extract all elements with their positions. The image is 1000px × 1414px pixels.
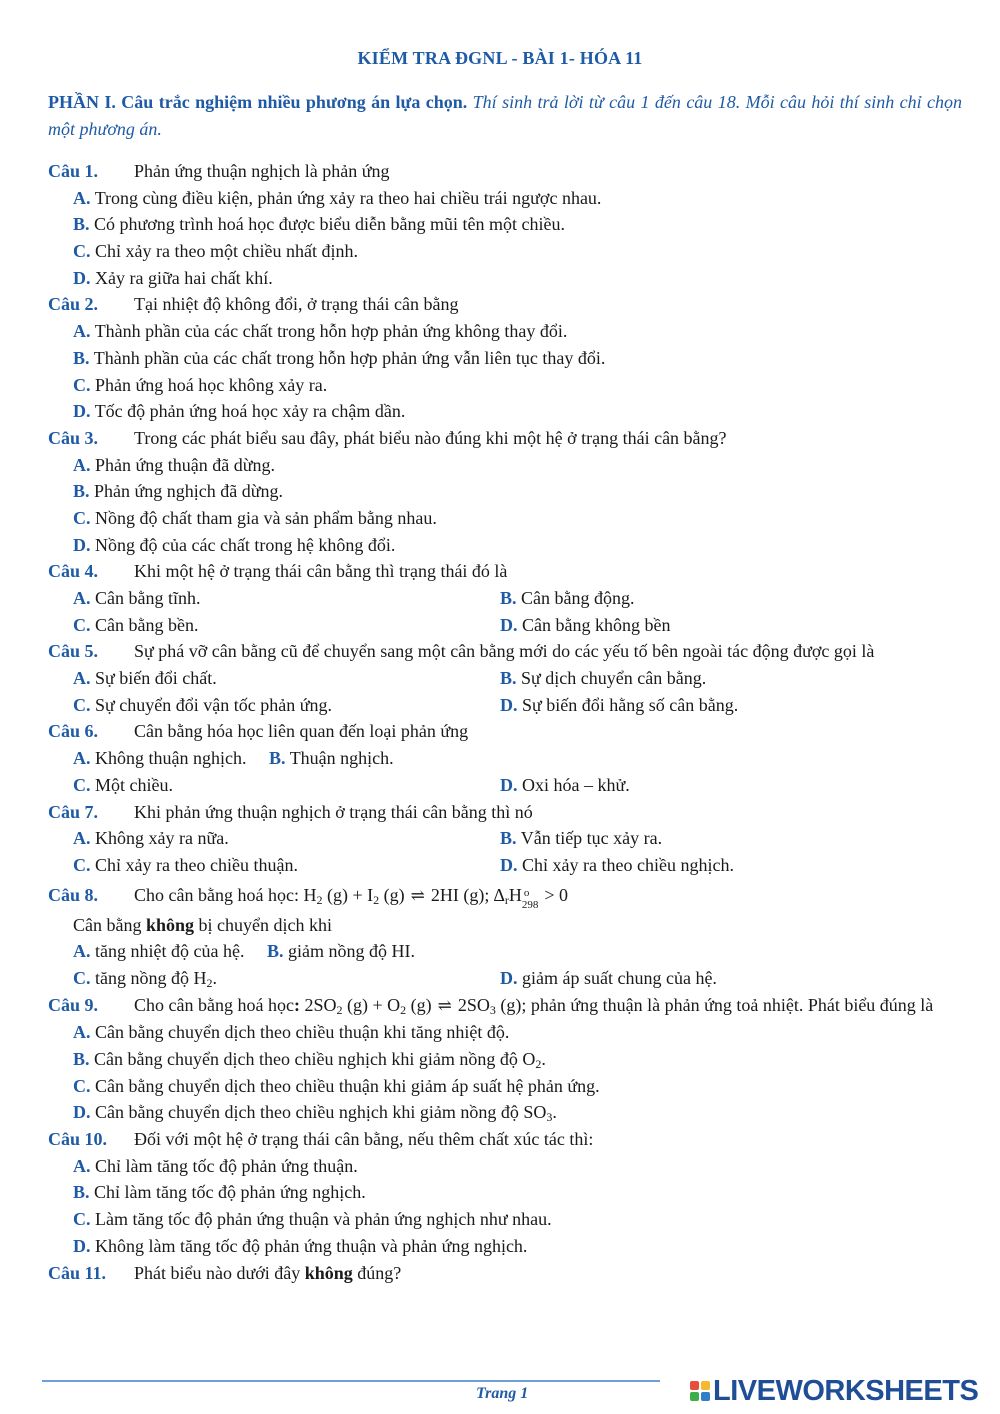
question-1 (48, 158, 962, 185)
option-8d[interactable]: D. giảm áp suất chung của hệ. (500, 967, 717, 988)
question-4 (48, 558, 962, 585)
option-10d[interactable]: D. Không làm tăng tốc độ phản ứng thuận và phản ứng nghịch. (73, 1235, 528, 1256)
option-6b[interactable]: B. Thuận nghịch. (268, 748, 394, 769)
question-number: Câu 8. (48, 884, 99, 905)
option-7d[interactable]: D. Chỉ xảy ra theo chiều nghịch. (500, 854, 734, 875)
question-text: Phát biểu nào dưới đây không đúng? (134, 1262, 402, 1283)
page-title: KIỂM TRA ĐGNL - BÀI 1- HÓA 11 (357, 48, 643, 68)
option-2b[interactable]: B. Thành phần của các chất trong hỗn hợp phản ứng vẫn liên tục thay đổi. (73, 347, 606, 368)
question-text: Khi phản ứng thuận nghịch ở trạng thái cân bằng thì nó (134, 801, 533, 822)
option-row-4cd (48, 612, 962, 639)
question-3 (48, 425, 962, 452)
question-number: Câu 7. (48, 801, 99, 822)
question-number: Câu 9. (48, 994, 99, 1015)
footer-divider (42, 1380, 660, 1382)
option-5d[interactable]: D. Sự biến đổi hằng số cân bằng. (500, 694, 739, 715)
option-7c[interactable]: C. Chỉ xảy ra theo chiều thuận. (73, 854, 298, 875)
option-row-7cd (48, 852, 962, 879)
option-2a[interactable]: A. Thành phần của các chất trong hỗn hợp phản ứng không thay đổi. (73, 321, 568, 342)
option-7a[interactable]: A. Không xảy ra nữa. (73, 828, 229, 849)
question-7 (48, 799, 962, 826)
option-row-6cd (48, 772, 962, 799)
option-4a[interactable]: A. Cân bằng tĩnh. (73, 588, 201, 608)
option-6c[interactable]: C. Một chiều. (73, 774, 173, 795)
option-5b[interactable]: B. Sự dịch chuyển cân bằng. (500, 668, 707, 689)
option-1a[interactable]: A. Trong cùng điều kiện, phản ứng xảy ra theo hai chiều trái ngược nhau. (73, 187, 602, 208)
option-10a[interactable]: A. Chỉ làm tăng tốc độ phản ứng thuận. (73, 1155, 358, 1176)
option-row-5ab (48, 665, 962, 692)
question-9 (48, 992, 962, 1020)
section-intro (48, 89, 962, 143)
question-number: Câu 5. (48, 641, 99, 662)
page-number: Trang 1 (476, 1385, 529, 1402)
question-text: Cho cân bằng hoá học: $2SO_2$ $(g) + O_2$ (g) ⇌ $2SO_3$ (g); phản ứng thuận là phản ứng toả nhiệt. Phát biểu đúng là (134, 995, 933, 1015)
equilibrium-arrow-icon: ⇌ (410, 885, 425, 905)
question-text: Cân bằng hóa học liên quan đến loại phản ứng (134, 721, 469, 742)
option-3b[interactable]: B. Phản ứng nghịch đã dừng. (73, 481, 284, 502)
logo-text: LIVEWORKSHEETS (713, 1374, 979, 1407)
option-10c[interactable]: C. Làm tăng tốc độ phản ứng thuận và phản ứng nghịch như nhau. (73, 1209, 552, 1230)
option-row-6ab (48, 745, 962, 772)
question-number: Câu 6. (48, 721, 99, 742)
option-4d[interactable]: D. Cân bằng không bền (500, 614, 671, 635)
question-text: Sự phá vỡ cân bằng cũ để chuyển sang một cân bằng mới do các yếu tố bên ngoài tác động được gọi là (134, 641, 875, 662)
logo-squares-icon (690, 1381, 710, 1401)
option-8a[interactable]: A. tăng nhiệt độ của hệ. (73, 941, 245, 962)
question-text: Khi một hệ ở trạng thái cân bằng thì trạng thái đó là (134, 561, 508, 582)
option-9c[interactable]: C. Cân bằng chuyển dịch theo chiều thuận khi giảm áp suất hệ phản ứng. (73, 1075, 600, 1096)
question-list (48, 158, 962, 1286)
question-11 (48, 1260, 962, 1287)
option-3d[interactable]: D. Nồng độ của các chất trong hệ không đổi. (73, 534, 396, 555)
option-8c[interactable]: C. tăng nồng độ $H_2$. (73, 967, 217, 990)
question-text: Trong các phát biểu sau đây, phát biểu nào đúng khi một hệ ở trạng thái cân bằng? (134, 427, 727, 448)
option-row-7ab (48, 825, 962, 852)
option-row-8cd (48, 965, 962, 992)
option-row-8ab (48, 938, 962, 965)
option-3c[interactable]: C. Nồng độ chất tham gia và sản phẩm bằng nhau. (73, 507, 437, 528)
question-text: Đối với một hệ ở trạng thái cân bằng, nếu thêm chất xúc tác thì: (134, 1129, 594, 1150)
option-4c[interactable]: C. Cân bằng bền. (73, 614, 199, 635)
equilibrium-arrow-icon: ⇌ (437, 995, 452, 1015)
option-1c[interactable]: C. Chỉ xảy ra theo một chiều nhất định. (73, 241, 358, 262)
option-2c[interactable]: C. Phản ứng hoá học không xảy ra. (73, 374, 328, 395)
option-6d[interactable]: D. Oxi hóa – khử. (500, 774, 630, 795)
question-10 (48, 1126, 962, 1153)
liveworksheets-logo[interactable] (690, 1374, 978, 1408)
option-9b[interactable]: B. Cân bằng chuyển dịch theo chiều nghịch khi giảm nồng độ $O_2$. (73, 1049, 546, 1072)
option-3a[interactable]: A. Phản ứng thuận đã dừng. (73, 454, 275, 475)
option-2d[interactable]: D. Tốc độ phản ứng hoá học xảy ra chậm dần. (73, 401, 406, 422)
question-8 (48, 879, 962, 912)
question-6 (48, 718, 962, 745)
option-1b[interactable]: B. Có phương trình hoá học được biểu diễn bằng mũi tên một chiều. (73, 214, 565, 235)
section-heading: PHẦN I. Câu trắc nghiệm nhiều phương án lựa chọn. (48, 92, 468, 112)
option-10b[interactable]: B. Chỉ làm tăng tốc độ phản ứng nghịch. (73, 1182, 366, 1203)
section-instructions: Thí sinh trả lời từ câu 1 đến câu 18. Mỗi câu hỏi thí sinh chỉ chọn một phương án. (48, 92, 963, 139)
enthalpy-symbol: $\Delta_rH$ o 298 (493, 884, 539, 911)
option-4b[interactable]: B. Cân bằng động. (500, 588, 635, 608)
question-number: Câu 4. (48, 561, 99, 582)
question-8-stem: Cân bằng không bị chuyển dịch khi (73, 914, 333, 935)
question-number: Câu 1. (48, 161, 99, 181)
option-1d[interactable]: D. Xảy ra giữa hai chất khí. (73, 267, 273, 288)
question-text: Cho cân bằng hoá học: $H_2$ $(g) + I_2$ (g) ⇌ 2HI (g); $\Delta_rH$ o 298 > 0 (134, 885, 568, 905)
question-text: Tại nhiệt độ không đổi, ở trạng thái cân bằng (134, 294, 459, 315)
option-5c[interactable]: C. Sự chuyển đổi vận tốc phản ứng. (73, 694, 332, 715)
option-9a[interactable]: A. Cân bằng chuyển dịch theo chiều thuận khi tăng nhiệt độ. (73, 1022, 510, 1043)
option-row-4ab (48, 585, 962, 612)
option-9d[interactable]: D. Cân bằng chuyển dịch theo chiều nghịch khi giảm nồng độ $SO_3$. (73, 1102, 557, 1125)
option-row-5cd (48, 692, 962, 719)
question-number: Câu 11. (48, 1262, 107, 1283)
question-text: Phản ứng thuận nghịch là phản ứng (134, 161, 390, 181)
question-number: Câu 10. (48, 1129, 108, 1150)
question-number: Câu 2. (48, 294, 99, 315)
option-6a[interactable]: A. Không thuận nghịch. (73, 748, 247, 769)
option-7b[interactable]: B. Vẫn tiếp tục xảy ra. (500, 828, 663, 849)
option-8b[interactable]: B. giảm nồng độ HI. (266, 941, 415, 962)
question-2 (48, 291, 962, 318)
option-5a[interactable]: A. Sự biến đổi chất. (73, 668, 217, 689)
question-5 (48, 638, 962, 665)
question-number: Câu 3. (48, 427, 99, 448)
